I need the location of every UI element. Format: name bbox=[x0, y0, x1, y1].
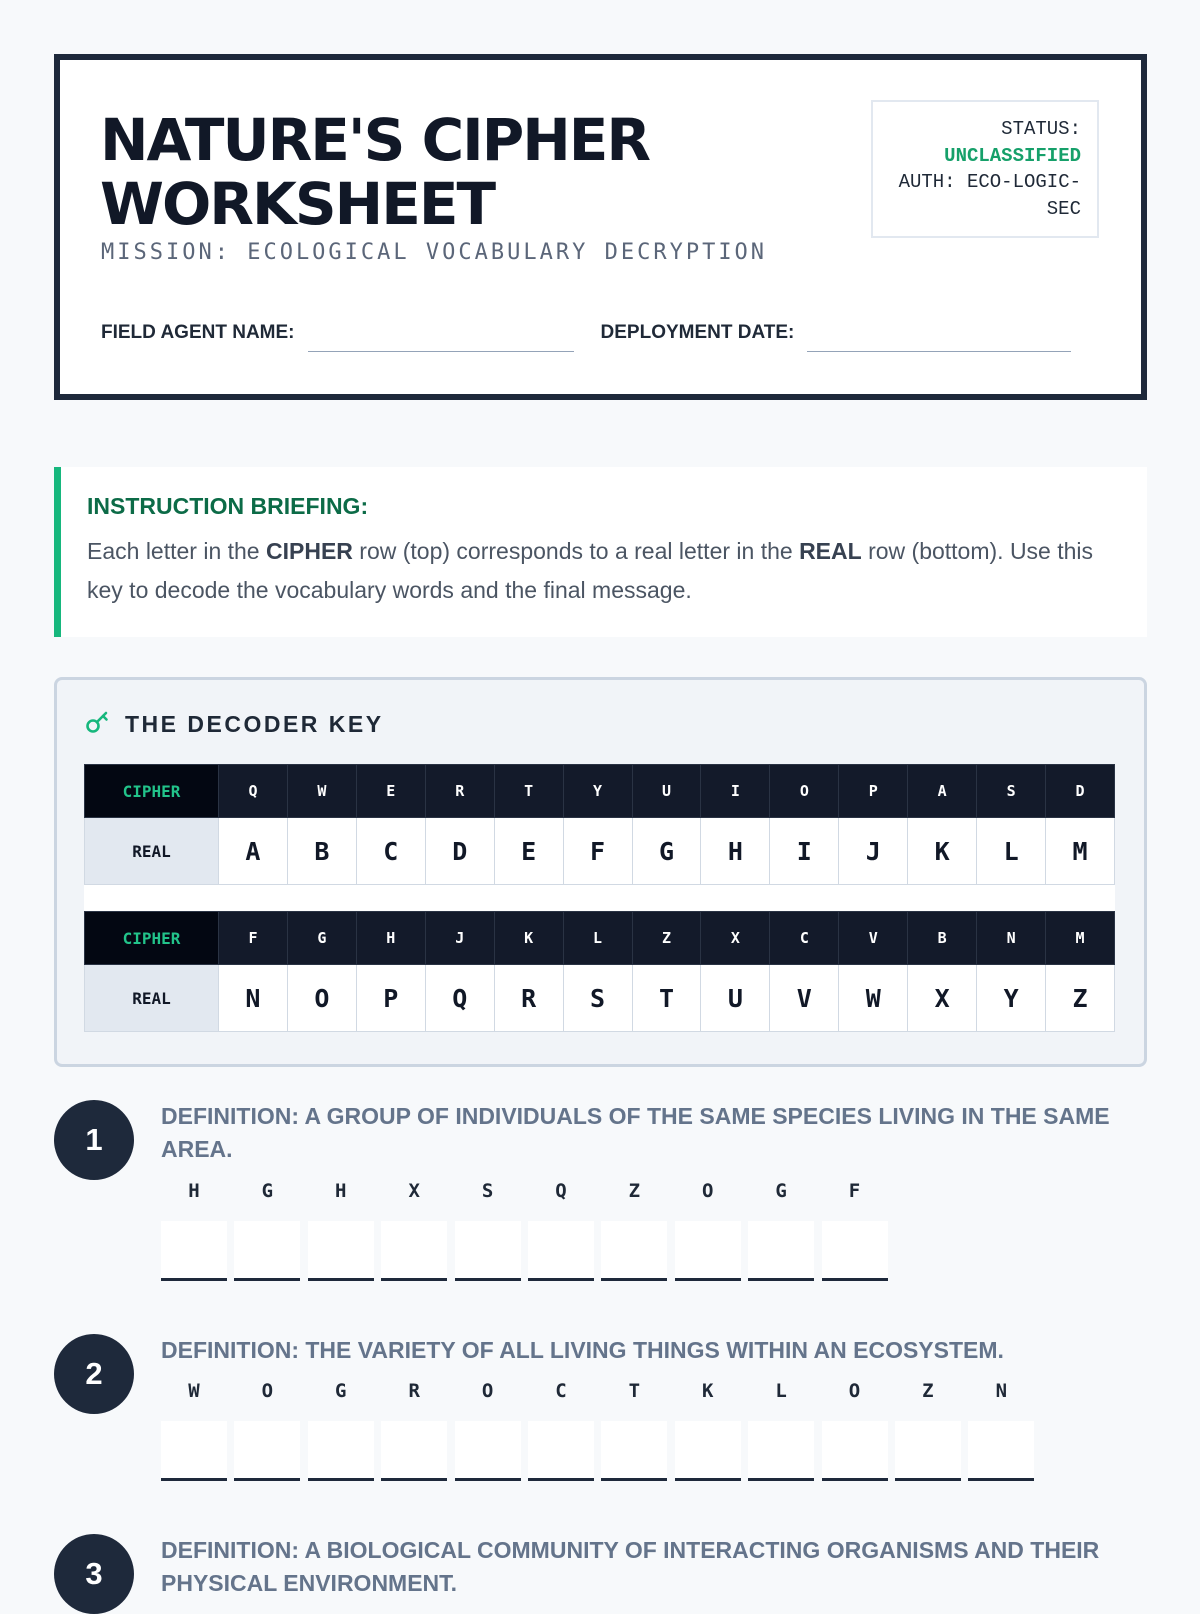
real-letter-cell: Y bbox=[977, 965, 1046, 1032]
answer-input-box[interactable] bbox=[968, 1421, 1034, 1481]
answer-input-box[interactable] bbox=[822, 1221, 888, 1281]
answer-input-box[interactable] bbox=[528, 1221, 594, 1281]
cipher-letter: H bbox=[188, 1180, 200, 1202]
answer-input-box[interactable] bbox=[675, 1421, 741, 1481]
question-definition: DEFINITION: A BIOLOGICAL COMMUNITY OF INTERACTING ORGANISMS AND THEIR PHYSICAL ENVIRONMENT. bbox=[161, 1537, 1100, 1596]
cipher-letter-cell: M bbox=[1046, 912, 1115, 965]
deployment-date-field[interactable] bbox=[807, 351, 1071, 352]
agent-info-row bbox=[101, 318, 1099, 352]
answer-letter-row bbox=[161, 1180, 895, 1281]
real-letter-cell: S bbox=[563, 965, 632, 1032]
real-letter-cell: P bbox=[356, 965, 425, 1032]
real-letter-cell: N bbox=[219, 965, 288, 1032]
answer-input-box[interactable] bbox=[748, 1221, 814, 1281]
cipher-letter-cell: P bbox=[839, 765, 908, 818]
briefing-text-part: Each letter in the bbox=[87, 538, 266, 564]
answer-cell bbox=[528, 1380, 594, 1481]
answer-cell bbox=[161, 1380, 227, 1481]
real-row-label: REAL bbox=[85, 965, 219, 1032]
real-letter-cell: X bbox=[908, 965, 977, 1032]
cipher-letter: Q bbox=[555, 1180, 567, 1202]
cipher-letter: C bbox=[555, 1380, 567, 1402]
cipher-letter-cell: J bbox=[425, 912, 494, 965]
decoder-key-grid bbox=[84, 764, 1115, 1032]
question-definition: DEFINITION: A GROUP OF INDIVIDUALS OF THE SAME SPECIES LIVING IN THE SAME AREA. bbox=[161, 1103, 1110, 1162]
key-table bbox=[84, 764, 1115, 885]
auth-code: AUTH: ECO-LOGIC-SEC bbox=[898, 171, 1081, 220]
real-letter-cell: Z bbox=[1046, 965, 1115, 1032]
answer-input-box[interactable] bbox=[455, 1421, 521, 1481]
key-icon bbox=[85, 709, 111, 740]
answer-cell bbox=[822, 1180, 888, 1281]
cipher-letter-cell: B bbox=[908, 912, 977, 965]
answer-input-box[interactable] bbox=[234, 1221, 300, 1281]
briefing-text-part: row (bottom). Use this key to decode the vocabulary words and the final message. bbox=[87, 538, 1094, 603]
briefing-text bbox=[87, 532, 1121, 610]
question-definition: DEFINITION: THE VARIETY OF ALL LIVING THINGS WITHIN AN ECOSYSTEM. bbox=[161, 1337, 1004, 1363]
cipher-letter: O bbox=[261, 1380, 274, 1402]
real-letter-cell: T bbox=[632, 965, 701, 1032]
cipher-letter-cell: T bbox=[494, 765, 563, 818]
cipher-letter-cell: A bbox=[908, 765, 977, 818]
cipher-letter-cell: C bbox=[770, 912, 839, 965]
real-row bbox=[85, 818, 1115, 885]
cipher-letter-cell: H bbox=[356, 912, 425, 965]
briefing-keyword-cipher: CIPHER bbox=[266, 538, 353, 564]
status-box bbox=[871, 100, 1099, 238]
answer-cell bbox=[822, 1380, 888, 1481]
real-letter-cell: L bbox=[977, 818, 1046, 885]
answer-input-box[interactable] bbox=[308, 1421, 374, 1481]
answer-cell bbox=[748, 1380, 814, 1481]
real-letter-cell: C bbox=[356, 818, 425, 885]
decoder-title: THE DECODER KEY bbox=[125, 711, 384, 737]
real-letter-cell: W bbox=[839, 965, 908, 1032]
deployment-date-label: DEPLOYMENT DATE: bbox=[600, 322, 795, 343]
cipher-letter-cell: V bbox=[839, 912, 908, 965]
answer-input-box[interactable] bbox=[528, 1421, 594, 1481]
cipher-letter-cell: W bbox=[287, 765, 356, 818]
answer-cell bbox=[381, 1180, 447, 1281]
real-letter-cell: I bbox=[770, 818, 839, 885]
mission-subtitle: MISSION: ECOLOGICAL VOCABULARY DECRYPTION bbox=[101, 240, 768, 265]
cipher-letter-cell: K bbox=[494, 912, 563, 965]
real-letter-cell: M bbox=[1046, 818, 1115, 885]
cipher-letter: K bbox=[702, 1380, 714, 1402]
cipher-letter-cell: U bbox=[632, 765, 701, 818]
cipher-letter-cell: F bbox=[219, 912, 288, 965]
answer-input-box[interactable] bbox=[234, 1421, 300, 1481]
cipher-letter: O bbox=[848, 1380, 861, 1402]
real-letter-cell: H bbox=[701, 818, 770, 885]
cipher-letter-cell: N bbox=[977, 912, 1046, 965]
cipher-letter-cell: X bbox=[701, 912, 770, 965]
answer-cell bbox=[601, 1380, 667, 1481]
cipher-letter-cell: D bbox=[1046, 765, 1115, 818]
answer-input-box[interactable] bbox=[675, 1221, 741, 1281]
cipher-letter: O bbox=[481, 1380, 494, 1402]
answer-cell bbox=[234, 1380, 300, 1481]
answer-cell bbox=[601, 1180, 667, 1281]
answer-letter-row bbox=[161, 1380, 1042, 1481]
answer-cell bbox=[895, 1380, 961, 1481]
real-letter-cell: E bbox=[494, 818, 563, 885]
real-letter-cell: O bbox=[287, 965, 356, 1032]
question-number-badge: 2 bbox=[54, 1334, 134, 1414]
cipher-letter: G bbox=[335, 1380, 347, 1402]
answer-cell bbox=[675, 1380, 741, 1481]
answer-cell bbox=[455, 1180, 521, 1281]
cipher-letter-cell: L bbox=[563, 912, 632, 965]
answer-cell bbox=[308, 1180, 374, 1281]
answer-cell bbox=[675, 1180, 741, 1281]
agent-name-label: FIELD AGENT NAME: bbox=[101, 322, 295, 343]
real-letter-cell: R bbox=[494, 965, 563, 1032]
worksheet-page bbox=[54, 54, 1147, 1596]
cipher-letter: Z bbox=[628, 1180, 641, 1202]
answer-input-box[interactable] bbox=[308, 1221, 374, 1281]
answer-input-box[interactable] bbox=[601, 1221, 667, 1281]
answer-cell bbox=[161, 1180, 227, 1281]
page-title: NATURE'S CIPHER WORKSHEET bbox=[100, 106, 650, 238]
decoder-key-panel bbox=[54, 677, 1147, 1067]
key-divider bbox=[84, 885, 1115, 911]
cipher-letter-cell: Z bbox=[632, 912, 701, 965]
real-letter-cell: F bbox=[563, 818, 632, 885]
cipher-letter: G bbox=[261, 1180, 274, 1202]
answer-input-box[interactable] bbox=[895, 1421, 961, 1481]
answer-input-box[interactable] bbox=[381, 1221, 447, 1281]
cipher-row-label: CIPHER bbox=[85, 912, 219, 965]
cipher-row bbox=[85, 765, 1115, 818]
cipher-letter: S bbox=[481, 1180, 494, 1202]
cipher-row bbox=[85, 912, 1115, 965]
cipher-letter: F bbox=[848, 1180, 861, 1202]
answer-input-box[interactable] bbox=[455, 1221, 521, 1281]
real-letter-cell: J bbox=[839, 818, 908, 885]
briefing-keyword-real: REAL bbox=[799, 538, 862, 564]
cipher-letter: R bbox=[408, 1380, 420, 1402]
answer-cell bbox=[308, 1380, 374, 1481]
key-table bbox=[84, 911, 1115, 1032]
cipher-letter: O bbox=[702, 1180, 714, 1202]
cipher-letter-cell: R bbox=[425, 765, 494, 818]
answer-cell bbox=[968, 1380, 1034, 1481]
answer-cell bbox=[455, 1380, 521, 1481]
cipher-letter-cell: O bbox=[770, 765, 839, 818]
worksheet-header bbox=[54, 54, 1147, 400]
answer-cell bbox=[528, 1180, 594, 1281]
cipher-letter-cell: I bbox=[701, 765, 770, 818]
answer-cell bbox=[234, 1180, 300, 1281]
question-number-badge: 3 bbox=[54, 1534, 134, 1614]
cipher-letter-cell: G bbox=[287, 912, 356, 965]
cipher-letter-cell: S bbox=[977, 765, 1046, 818]
cipher-letter-cell: Q bbox=[219, 765, 288, 818]
real-letter-cell: G bbox=[632, 818, 701, 885]
cipher-letter: T bbox=[628, 1380, 641, 1402]
answer-input-box[interactable] bbox=[748, 1421, 814, 1481]
status-label: STATUS: bbox=[1001, 118, 1081, 140]
cipher-letter: X bbox=[408, 1180, 420, 1202]
real-letter-cell: K bbox=[908, 818, 977, 885]
cipher-letter: H bbox=[335, 1180, 347, 1202]
cipher-letter: Z bbox=[922, 1380, 934, 1402]
answer-cell bbox=[381, 1380, 447, 1481]
answer-cell bbox=[748, 1180, 814, 1281]
cipher-letter: L bbox=[775, 1380, 787, 1402]
real-row-label: REAL bbox=[85, 818, 219, 885]
real-letter-cell: D bbox=[425, 818, 494, 885]
briefing-text-part: row (top) corresponds to a real letter in the bbox=[352, 538, 800, 564]
cipher-letter: N bbox=[995, 1380, 1008, 1402]
real-letter-cell: A bbox=[219, 818, 288, 885]
real-letter-cell: B bbox=[287, 818, 356, 885]
status-badge: UNCLASSIFIED bbox=[944, 144, 1081, 167]
real-row bbox=[85, 965, 1115, 1032]
briefing-title: INSTRUCTION BRIEFING: bbox=[87, 493, 369, 519]
answer-input-box[interactable] bbox=[161, 1221, 227, 1281]
real-letter-cell: Q bbox=[425, 965, 494, 1032]
answer-input-box[interactable] bbox=[161, 1421, 227, 1481]
real-letter-cell: U bbox=[701, 965, 770, 1032]
real-letter-cell: V bbox=[770, 965, 839, 1032]
cipher-letter: W bbox=[188, 1380, 200, 1402]
question-number-badge: 1 bbox=[54, 1100, 134, 1180]
instruction-briefing bbox=[54, 467, 1147, 637]
cipher-letter: G bbox=[775, 1180, 787, 1202]
agent-name-field[interactable] bbox=[308, 351, 574, 352]
answer-input-box[interactable] bbox=[822, 1421, 888, 1481]
decoder-header bbox=[85, 709, 384, 740]
answer-input-box[interactable] bbox=[601, 1421, 667, 1481]
cipher-row-label: CIPHER bbox=[85, 765, 219, 818]
cipher-letter-cell: E bbox=[356, 765, 425, 818]
answer-input-box[interactable] bbox=[381, 1421, 447, 1481]
cipher-letter-cell: Y bbox=[563, 765, 632, 818]
